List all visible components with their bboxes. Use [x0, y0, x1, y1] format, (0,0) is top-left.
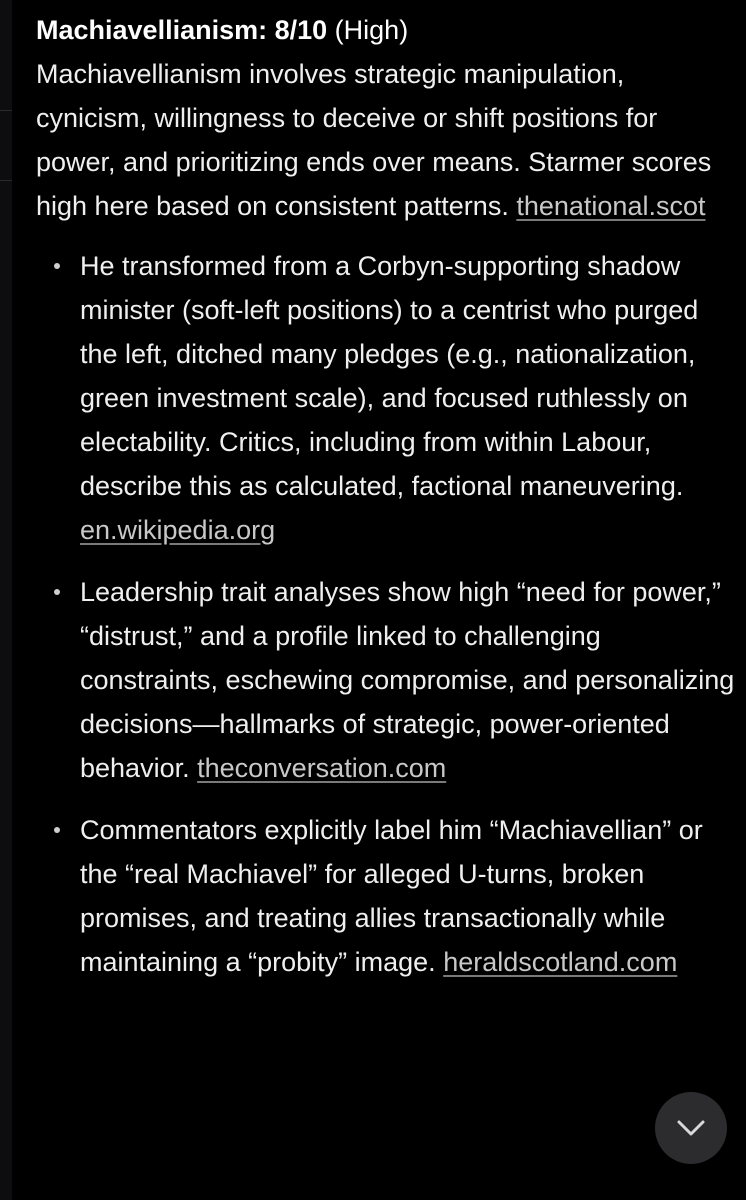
source-link[interactable]: theconversation.com: [197, 753, 447, 783]
rating-note: (High): [334, 15, 409, 45]
source-link[interactable]: en.wikipedia.org: [80, 515, 276, 545]
source-link[interactable]: thenational.scot: [516, 191, 706, 221]
bullet-text: [80, 808, 740, 984]
bullet-dot: [54, 827, 60, 833]
chevron-down-icon: [676, 1119, 706, 1137]
bullet-text: [80, 244, 740, 552]
response-panel: [12, 0, 746, 1200]
response-content: [36, 8, 736, 984]
scroll-down-button[interactable]: [655, 1092, 727, 1164]
bullet-body: Leadership trait analyses show high “need for power,” “distrust,” and a profile linked to challenging constraints, eschewing compromise, and personalizing decisions—hallmarks of strategic, power-oriented behavior.: [80, 577, 735, 783]
bullet-list: [36, 244, 736, 984]
bottom-fade: [12, 1172, 746, 1200]
bullet-body: Commentators explicitly label him “Machiavellian” or the “real Machiavel” for alleged U-turns, broken promises, and treating allies transactionally while maintaining a “probity” image.: [80, 815, 703, 977]
section-title: Machiavellianism: 8/10: [36, 15, 328, 45]
source-link[interactable]: heraldscotland.com: [443, 947, 678, 977]
intro-paragraph: [36, 52, 726, 228]
section-heading: [36, 8, 736, 52]
background-page-edge: [0, 0, 12, 1200]
list-item: [36, 808, 736, 984]
edge-divider: [0, 110, 12, 111]
bullet-body: He transformed from a Corbyn-supporting shadow minister (soft-left positions) to a centrist who purged the left, ditched many pledges (e.g., nationalization, green investment scale), and focused ruthlessly on electability. Critics, including from within Labour, describe this as calculated, factional maneuvering.: [80, 251, 699, 501]
bullet-text: [80, 570, 740, 790]
bullet-dot: [54, 589, 60, 595]
list-item: [36, 570, 736, 790]
list-item: [36, 244, 736, 552]
intro-text: Machiavellianism involves strategic manipulation, cynicism, willingness to deceive or shift positions for power, and prioritizing ends over means. Starmer scores high here based on consistent patterns.: [36, 59, 712, 221]
bullet-dot: [54, 263, 60, 269]
edge-divider: [0, 180, 12, 181]
